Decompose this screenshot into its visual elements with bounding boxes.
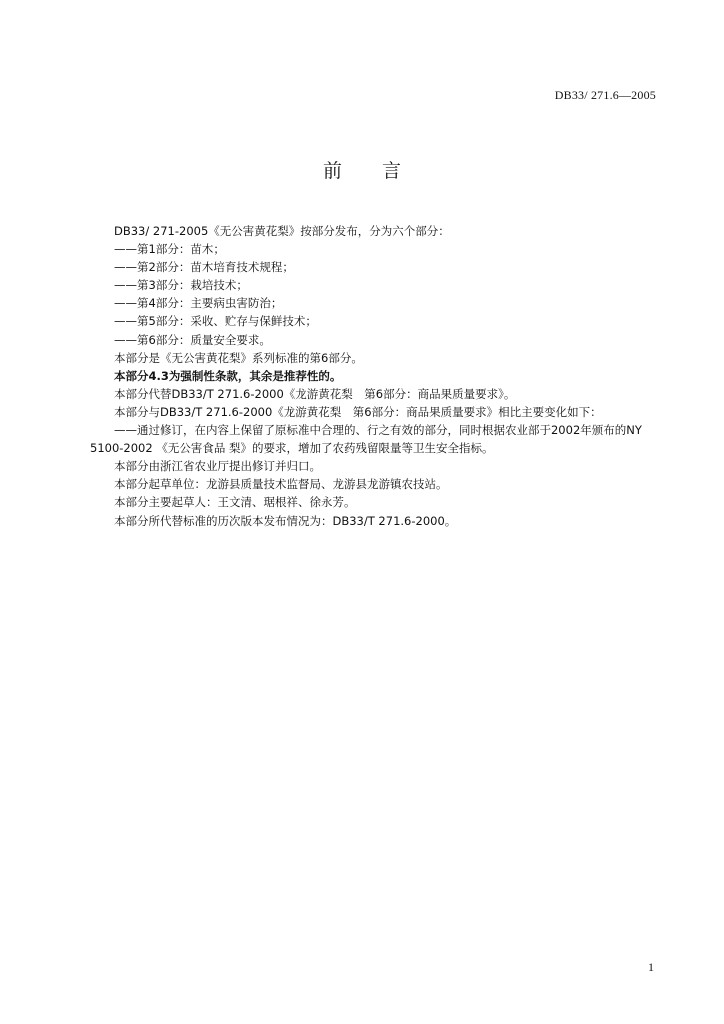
list-item-part-2: ——第2部分：苗木培育技术规程； bbox=[114, 260, 294, 275]
list-item-part-4: ——第4部分：主要病虫害防治； bbox=[114, 296, 283, 311]
list-item-part-5: ——第5部分：采收、贮存与保鲜技术； bbox=[114, 314, 317, 329]
paragraph-changes: 本部分与DB33/T 271.6-2000《龙游黄花梨 第6部分：商品果质量要求》相比主要变化如下： bbox=[114, 404, 602, 419]
list-item-part-3: ——第3部分：栽培技术； bbox=[114, 278, 248, 293]
document-code: DB33/ 271.6—2005 bbox=[554, 88, 656, 102]
paragraph-proposer: 本部分由浙江省农业厅提出修订并归口。 bbox=[114, 459, 321, 474]
foreword-body bbox=[90, 222, 660, 530]
paragraph-history: 本部分所代替标准的历次版本发布情况为：DB33/T 271.6-2000。 bbox=[114, 513, 457, 528]
paragraph-revision: ——通过修订，在内容上保留了原标准中合理的、行之有效的部分，同时根据农业部于2002年颁布的NY 5100-2002 《无公害食品 梨》的要求，增加了农药残留限量等卫生安全指标。 bbox=[90, 423, 642, 456]
section-title: 前言 bbox=[322, 160, 441, 182]
paragraph-intro: DB33/ 271-2005《无公害黄花梨》按部分发布，分为六个部分： bbox=[114, 224, 450, 238]
list-item-part-1: ——第1部分：苗木； bbox=[114, 242, 225, 257]
paragraph-replaces: 本部分代替DB33/T 271.6-2000《龙游黄花梨 第6部分：商品果质量要求》。 bbox=[114, 386, 516, 401]
list-item-part-6: ——第6部分：质量安全要求。 bbox=[114, 332, 271, 347]
paragraph-mandatory: 本部分4.3为强制性条款，其余是推荐性的。 bbox=[114, 368, 342, 383]
paragraph-series: 本部分是《无公害黄花梨》系列标准的第6部分。 bbox=[114, 350, 363, 365]
page-number: 1 bbox=[648, 960, 654, 974]
paragraph-drafters: 本部分主要起草人：王文清、琚根祥、徐永芳。 bbox=[114, 495, 356, 510]
paragraph-drafting-unit: 本部分起草单位：龙游县质量技术监督局、龙游县龙游镇农技站。 bbox=[114, 477, 448, 492]
